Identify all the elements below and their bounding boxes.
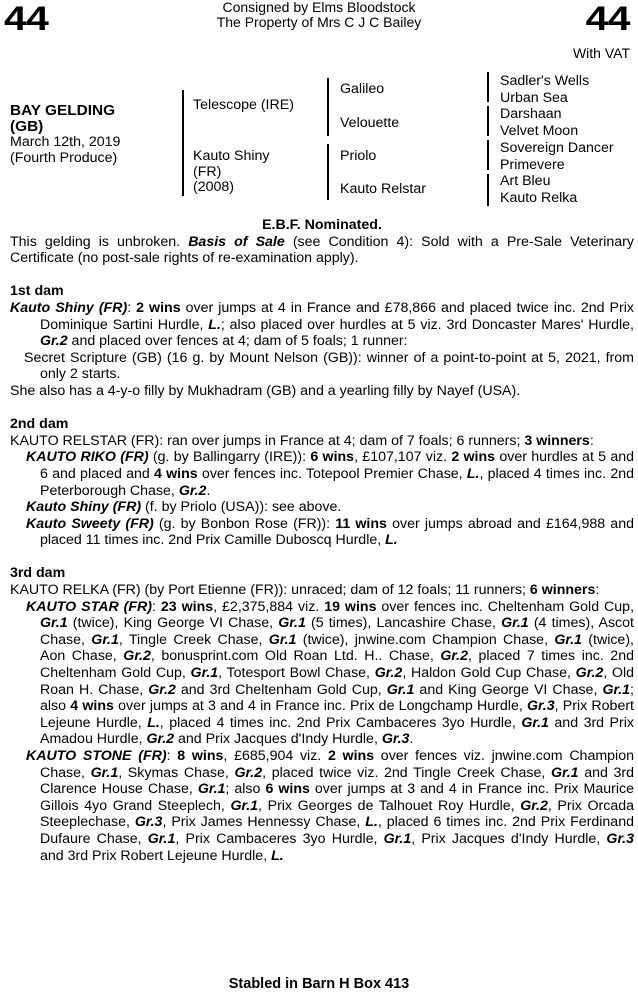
pedigree-gen3-1: Sadler's Wells <box>500 73 590 89</box>
lot-number-left: 44 <box>4 0 49 38</box>
consignor-line: Consigned by Elms Bloodstock <box>222 0 416 15</box>
pedigree-gen2-4: Kauto Relstar <box>340 181 426 197</box>
horse-produce: (Fourth Produce) <box>10 149 118 166</box>
horse-name: BAY GELDING <box>10 103 116 119</box>
pedigree-dam <box>193 149 270 196</box>
second-dam-kauto-shiny: Kauto Shiny (FR) (f. by Priolo (USA)): see above. <box>26 499 342 516</box>
third-dam-paragraph: KAUTO RELKA (FR) (by Port Etienne (FR)): unraced; dam of 12 foals; 11 runners; 6 winners: <box>10 582 600 599</box>
horse-dob: March 12th, 2019 <box>10 134 121 150</box>
pedigree-gen3-5: Sovereign Dancer <box>500 139 614 156</box>
pedigree-dam-country: (FR) <box>193 163 222 180</box>
basis-of-sale: Basis of Sale <box>188 233 285 250</box>
catalogue-body <box>10 217 634 864</box>
intro-paragraph: This gelding is unbroken. Basis of Sale (see Condition 4): Sold with a Pre-Sale Veterinary Certificate (no post-sale rights of re-examination apply). <box>10 233 634 267</box>
second-dam-paragraph: KAUTO RELSTAR (FR): ran over jumps in France at 4; dam of 7 foals; 6 runners; 3 winners: <box>10 432 594 449</box>
pedigree-bracket-2a <box>327 78 329 136</box>
first-dam-heading: 1st dam <box>10 283 64 300</box>
first-dam-name: Kauto Shiny (FR) <box>10 299 128 316</box>
pedigree-gen2-1: Galileo <box>340 81 385 97</box>
pedigree-gen3 <box>500 73 614 207</box>
pedigree-gen3-7: Art Bleu <box>500 173 551 190</box>
pedigree-gen3-3: Darshaan <box>500 106 562 123</box>
first-dam-runner: Secret Scripture (GB) (16 g. by Mount Nelson (GB)): winner of a point-to-point at 5, 2021, from only 2 starts. <box>24 349 634 383</box>
third-dam-heading: 3rd dam <box>10 565 66 582</box>
pedigree-dam-year: (2008) <box>193 179 235 195</box>
pedigree-bracket-1 <box>182 90 184 196</box>
pedigree-gen3-8: Kauto Relka <box>500 189 578 206</box>
pedigree-bracket-3c <box>487 140 489 170</box>
pedigree-gen3-6: Primevere <box>500 156 565 173</box>
pedigree-gen3-4: Velvet Moon <box>500 123 579 140</box>
pedigree-gen2-2: Velouette <box>340 115 400 131</box>
second-dam-heading: 2nd dam <box>10 416 69 433</box>
pedigree-bracket-3d <box>487 174 489 206</box>
pedigree-gen3-2: Urban Sea <box>500 89 568 106</box>
second-dam-kauto-sweety: Kauto Sweety (FR) (g. by Bonbon Rose (FR)): 11 wins over jumps abroad and £164,988 and placed 11 times inc. 2nd Prix Camille Duboscq Hurdle, L. <box>26 515 634 549</box>
second-dam-kauto-riko: KAUTO RIKO (FR) (g. by Ballingarry (IRE)): 6 wins, £107,107 viz. 2 wins over hurdles at 5 and 6 and placed and 4 wins over fences inc. Totepool Premier Chase, L., placed 4 times inc. 2nd Peterborough Chase, Gr.2. <box>26 449 635 499</box>
pedigree-dam-name: Kauto Shiny <box>193 148 270 164</box>
property-line: The Property of Mrs C J C Bailey <box>216 14 422 30</box>
first-dam-also: She also has a 4-y-o filly by Mukhadram (GB) and a yearling filly by Nayef (USA). <box>10 382 521 399</box>
stabling-footer: Stabled in Barn H Box 413 <box>228 976 410 992</box>
horse-description <box>10 104 120 166</box>
pedigree-sire: Telescope (IRE) <box>193 97 294 113</box>
first-dam-paragraph: Kauto Shiny (FR): 2 wins over jumps at 4 in France and £78,866 and placed twice inc. 2nd Prix Dominique Sartini Hurdle, L.; also placed over hurdles at 5 viz. 3rd Doncaster Mares' Hurdle, Gr.2 and placed over fences at 4; dam of 5 foals; 1 runner: <box>10 299 634 350</box>
third-dam-kauto-star: KAUTO STAR (FR): 23 wins, £2,375,884 viz. 19 wins over fences inc. Cheltenham Gold Cup, Gr.1 (twice), King George VI Chase, Gr.1 (5 times), Lancashire Chase, Gr.1 (4 times), Ascot Chase, Gr.1, Tingle Creek Chase, Gr.1 (twice), jnwine.com Champion Chase, Gr.1 (twice), Aon Chase, Gr.2, bonusprint.com Old Roan Ltd. H.. Chase, Gr.2, placed 7 times inc. 2nd Cheltenham Gold Cup, Gr.1, Totesport Bowl Chase, Gr.2, Haldon Gold Cup Chase, Gr.2, Old Roan H. Chase, Gr.2 and 3rd Cheltenham Gold Cup, Gr.1 and King George VI Chase, Gr.1; also 4 wins over jumps at 3 and 4 in France inc. Prix de Longchamp Hurdle, Gr.3, Prix Robert Lejeune Hurdle, L., placed 4 times inc. 2nd Prix Cambaceres 3yo Hurdle, Gr.1 and 3rd Prix Amadou Hurdle, Gr.2 and Prix Jacques d'Indy Hurdle, Gr.3. <box>26 598 635 748</box>
pedigree-gen2-3: Priolo <box>340 148 377 164</box>
vat-note: With VAT <box>572 45 630 61</box>
lot-number-right: 44 <box>585 0 630 38</box>
ebf-nomination: E.B.F. Nominated. <box>262 217 382 233</box>
third-dam-kauto-stone: KAUTO STONE (FR): 8 wins, £685,904 viz. 2 wins over fences viz. jnwine.com Champion Chase, Gr.1, Skymas Chase, Gr.2, placed twice viz. 2nd Tingle Creek Chase, Gr.1 and 3rd Clarence House Chase, Gr.1; also 6 wins over jumps at 3 and 4 in France inc. Prix Maurice Gillois 4yo Grand Steeplech, Gr.1, Prix Georges de Talhouet Roy Hurdle, Gr.2, Prix Orcada Steeplechase, Gr.3, Prix James Hennessy Chase, L., placed 6 times inc. 2nd Prix Ferdinand Dufaure Chase, Gr.1, Prix Cambaceres 3yo Hurdle, Gr.1, Prix Jacques d'Indy Hurdle, Gr.3 and 3rd Prix Robert Lejeune Hurdle, L. <box>26 748 635 864</box>
pedigree-bracket-3a <box>487 72 489 102</box>
pedigree-bracket-2b <box>327 144 329 200</box>
horse-country: (GB) <box>10 118 44 135</box>
consignor-block <box>0 0 638 30</box>
pedigree-bracket-3b <box>487 106 489 136</box>
